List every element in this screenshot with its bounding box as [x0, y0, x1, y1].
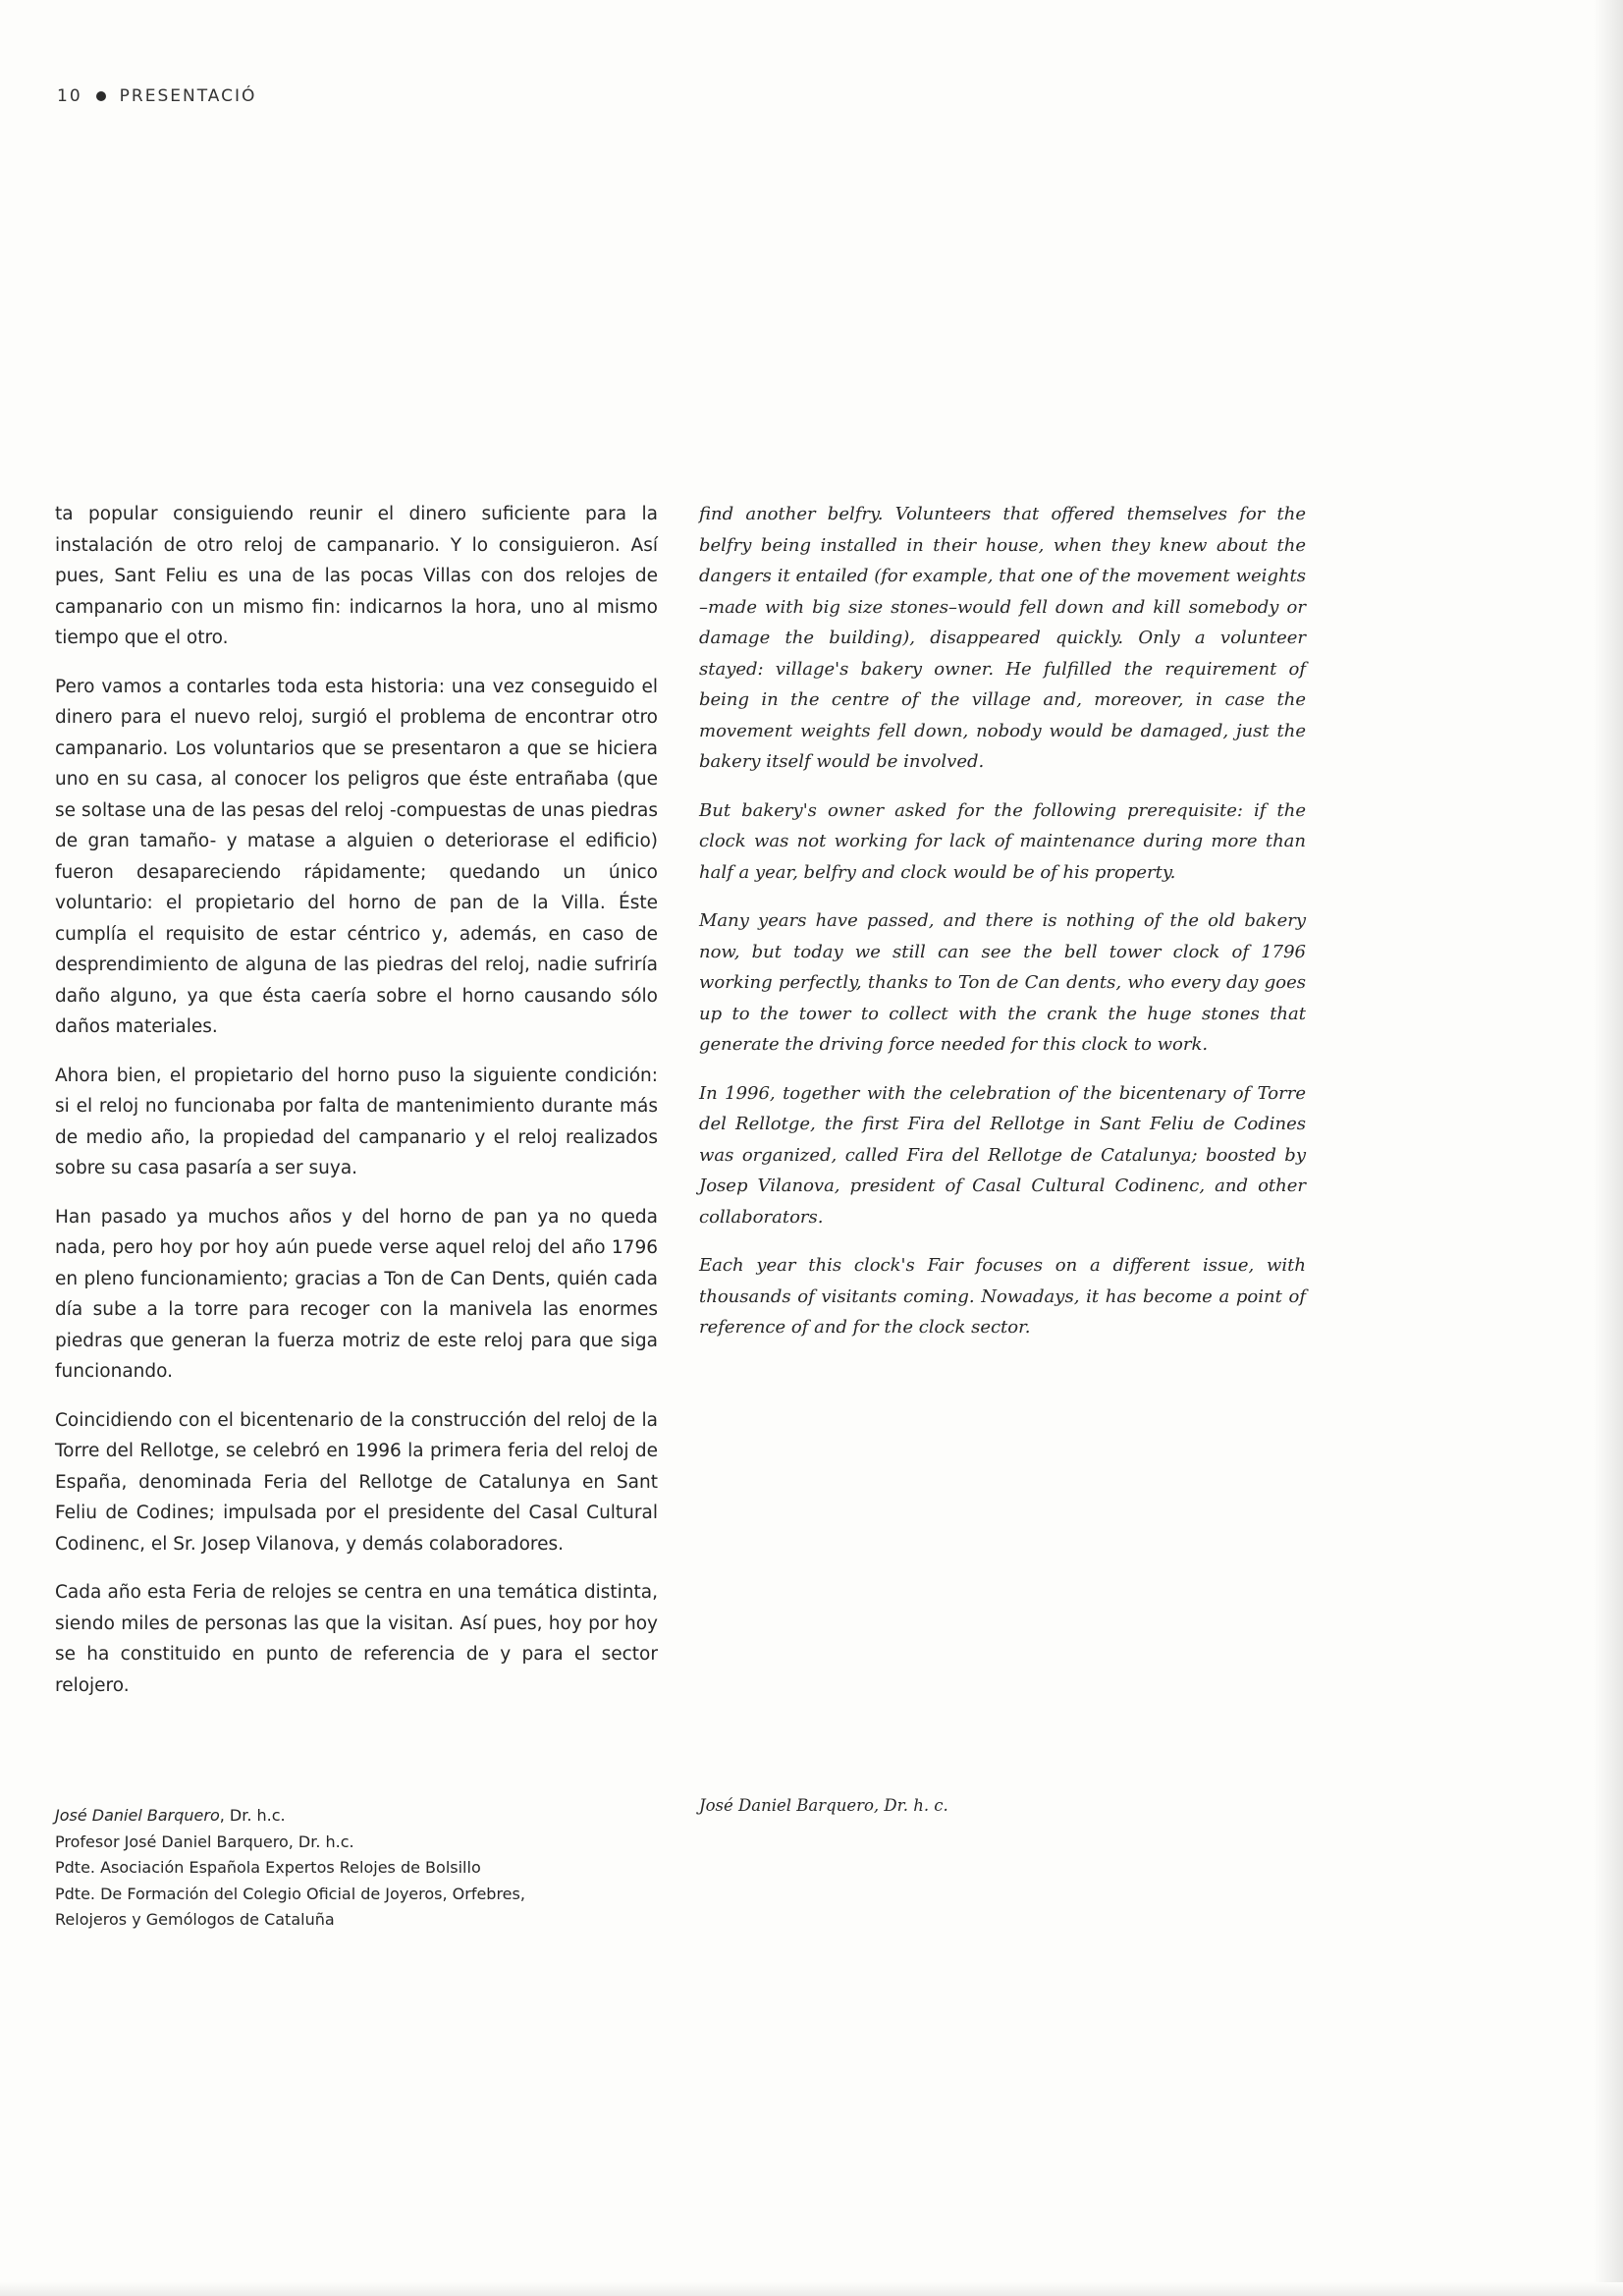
- signature-name-suffix: , Dr. h.c.: [219, 1806, 286, 1825]
- page-header: [57, 86, 256, 106]
- signature-name: [55, 1803, 683, 1830]
- signature-line: Pdte. De Formación del Colegio Oficial de Joyeros, Orfebres,: [55, 1884, 525, 1903]
- section-title: PRESENTACIÓ: [119, 86, 257, 106]
- paragraph: Coincidiendo con el bicentenario de la construcción del reloj de la Torre del Rellotge, se celebró en 1996 la primera feria del reloj de España, denominada Feria del Rellotge de Catalunya en Sant Feliu de Codines; impulsada por el presidente del Casal Cultural Codinenc, el Sr. Josep Vilanova, y demás colaboradores.: [55, 1409, 658, 1555]
- paragraph: Many years have passed, and there is nothing of the old bakery now, but today we still can see the bell tower clock of 1796 working perfectly, thanks to Ton de Can dents, who every day goes up to the tower to collect with the crank the huge stones that generate the driving force needed for this clock to work.: [699, 910, 1306, 1055]
- signature-line: Profesor José Daniel Barquero, Dr. h.c.: [55, 1831, 354, 1851]
- paragraph: Ahora bien, el propietario del horno puso la siguiente condición: si el reloj no funcionaba por falta de mantenimiento durante más de medio año, la propiedad del campanario y el reloj realizados sobre su casa pasaría a ser suya.: [55, 1065, 658, 1178]
- paragraph: Cada año esta Feria de relojes se centra en una temática distinta, siendo miles de personas las que la visitan. Así pues, hoy por hoy se ha constituido en punto de referencia de y para el sector relojero.: [55, 1582, 658, 1696]
- page-bottom-edge: [0, 2282, 1623, 2296]
- signature-line: Relojeros y Gemólogos de Cataluña: [55, 1910, 335, 1929]
- paragraph: Han pasado ya muchos años y del horno de pan ya no queda nada, pero hoy por hoy aún puede verse aquel reloj del año 1796 en pleno funcionamiento; gracias a Ton de Can Dents, quién cada día sube a la torre para recoger con la manivela las enormes piedras que generan la fuerza motriz de este reloj para que siga funcionando.: [55, 1206, 658, 1382]
- paragraph: Pero vamos a contarles toda esta historia: una vez conseguido el dinero para el nuevo reloj, surgió el problema de encontrar otro campanario. Los voluntarios que se presentaron a que se hiciera uno en su casa, al conocer los peligros que éste entrañaba (que se soltase una de las pesas del reloj -compuestas de unas piedras de gran tamaño- y matase a alguien o deteriorase el edificio) fueron desapareciendo rápidamente; quedando un único voluntario: el propietario del horno de pan de la Villa. Éste cumplía el requisito de estar céntrico y, además, en caso de desprendimiento de alguna de las piedras del reloj, nadie sufriría daño alguno, ya que ésta caería sobre el horno causando sólo daños materiales.: [55, 676, 658, 1037]
- paragraph: Each year this clock's Fair focuses on a different issue, with thousands of visitants coming. Nowadays, it has become a point of reference of and for the clock sector.: [699, 1255, 1306, 1338]
- signature-name-italic: José Daniel Barquero: [55, 1806, 220, 1825]
- paragraph: find another belfry. Volunteers that offered themselves for the belfry being installed in their house, when they knew about the dangers it entailed (for example, that one of the movement weights –made with big size stones–would fell down and kill somebody or damage the building), disappeared quickly. Only a volunteer stayed: village's bakery owner. He fulfilled the requirement of being in the centre of the village and, moreover, in case the movement weights fell down, nobody would be damaged, just the bakery itself would be involved.: [699, 504, 1306, 772]
- paragraph: ta popular consiguiendo reunir el dinero suficiente para la instalación de otro reloj de campanario. Y lo consiguieron. Así pues, Sant Feliu es una de las pocas Villas con dos relojes de campanario con un mismo fin: indicarnos la hora, uno al mismo tiempo que el otro.: [55, 504, 658, 648]
- signature-english: José Daniel Barquero, Dr. h. c.: [699, 1796, 948, 1815]
- paragraph: In 1996, together with the celebration of the bicentenary of Torre del Rellotge, the first Fira del Rellotge in Sant Feliu de Codines was organized, called Fira del Rellotge de Catalunya; boosted by Josep Vilanova, president of Casal Cultural Codinenc, and other collaborators.: [699, 1082, 1306, 1228]
- spanish-text-column: [55, 499, 658, 1719]
- page-edge-shadow: [1594, 0, 1623, 2296]
- bullet-icon: [96, 91, 106, 101]
- signature-block-spanish: [55, 1803, 683, 1934]
- signature-line: Pdte. Asociación Española Expertos Relojes de Bolsillo: [55, 1858, 481, 1877]
- english-text-column: [699, 499, 1306, 1361]
- paragraph: But bakery's owner asked for the following prerequisite: if the clock was not working for lack of maintenance during more than half a year, belfry and clock would be of his property.: [699, 799, 1306, 883]
- page-number: 10: [57, 86, 82, 106]
